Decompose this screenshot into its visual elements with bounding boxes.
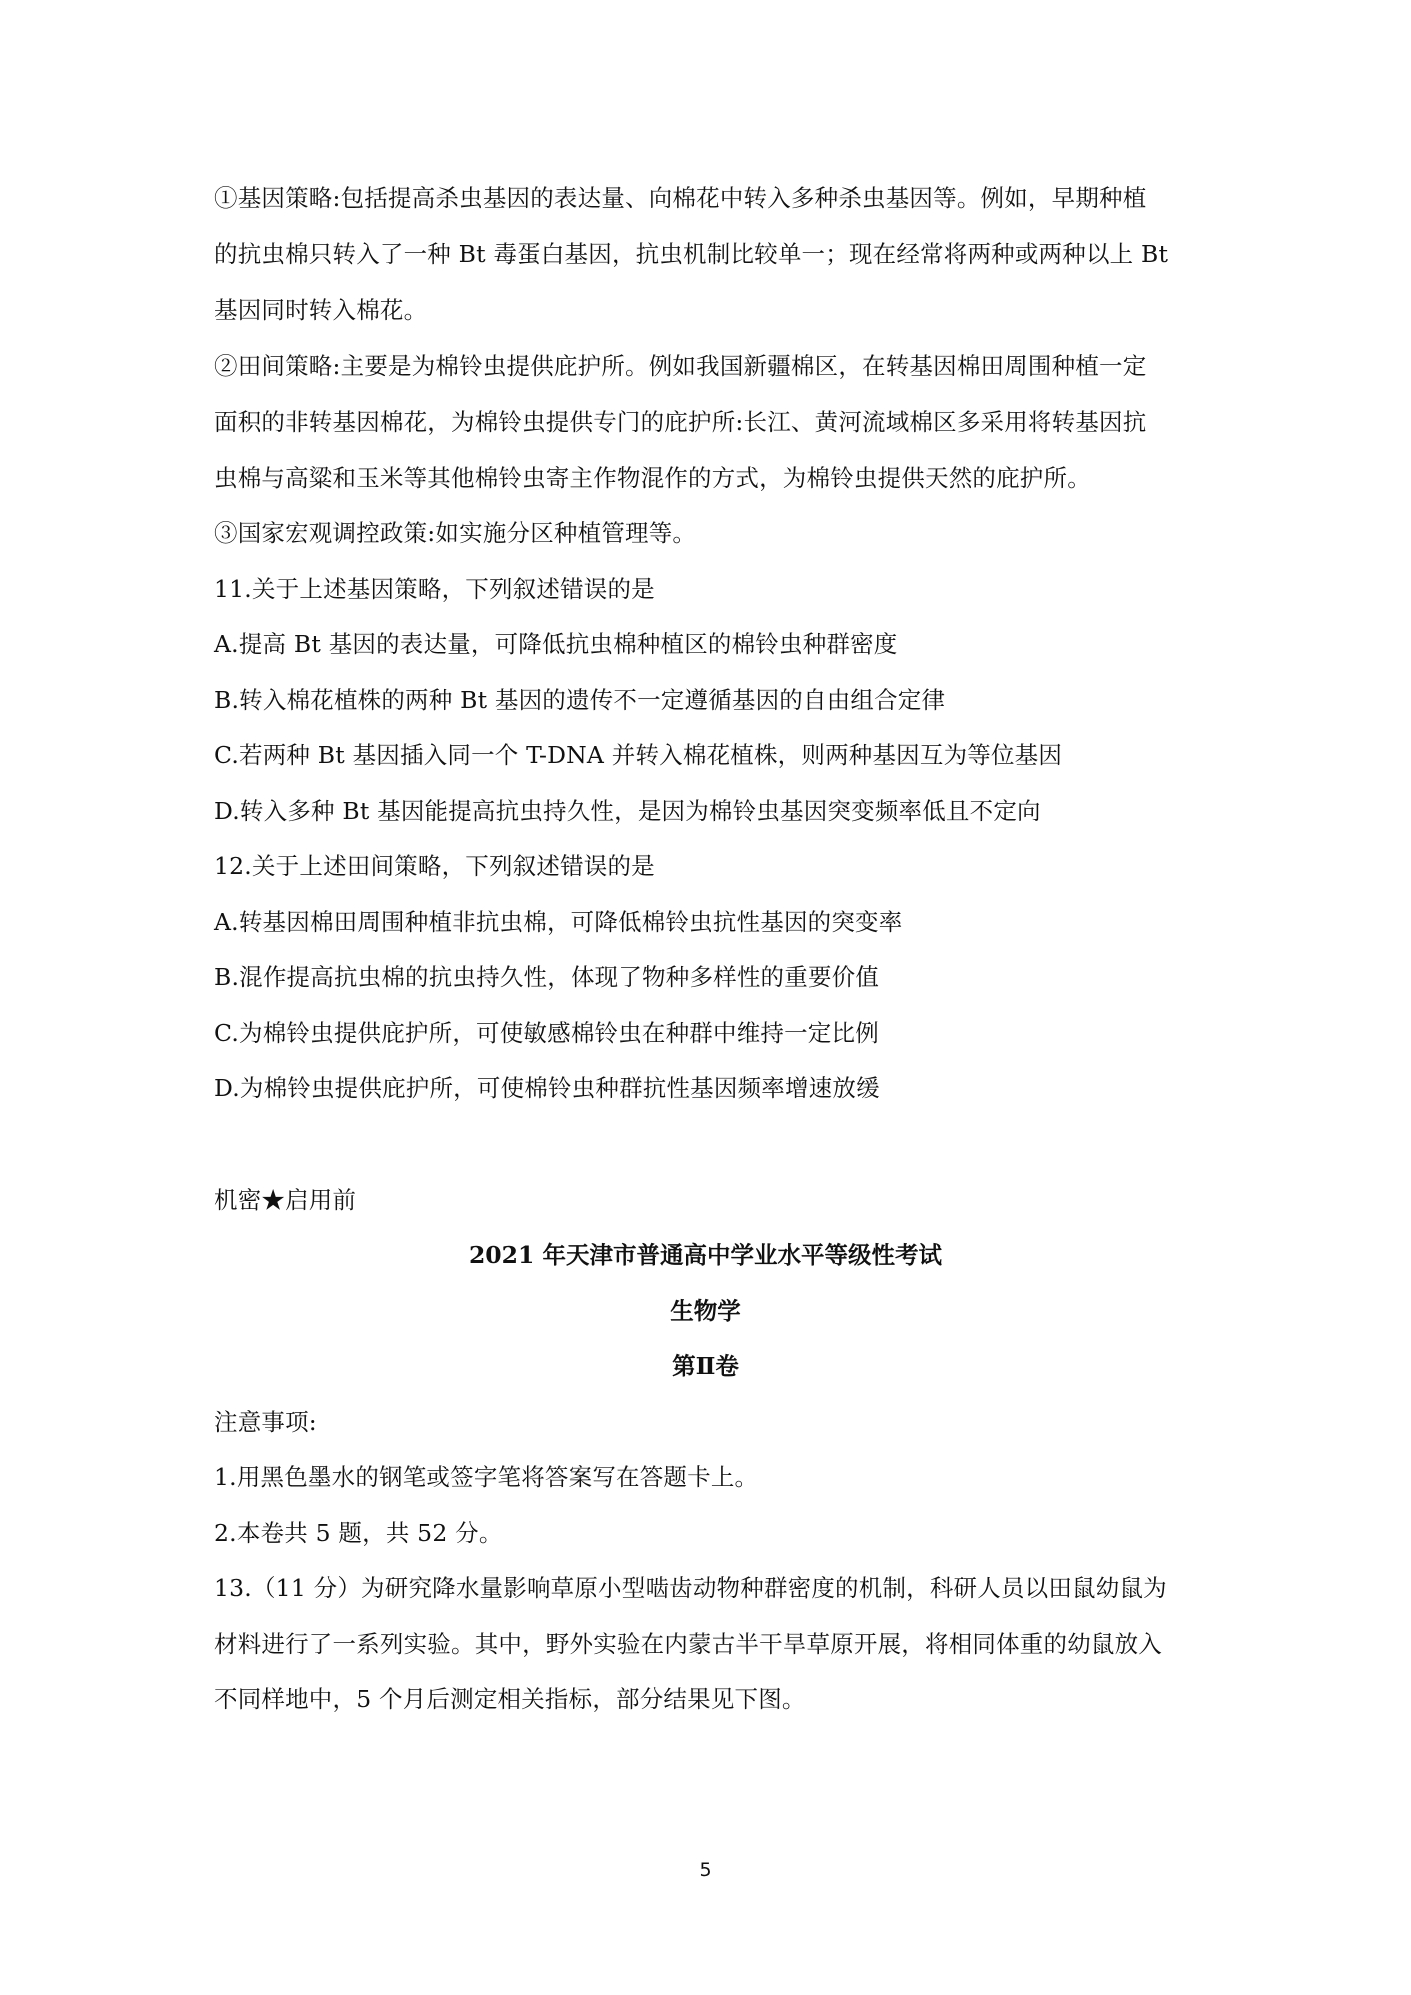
intro-p2-line-2: 面积的非转基因棉花，为棉铃虫提供专门的庇护所:长江、黄河流域棉区多采用将转基因抗 [214,408,1147,436]
intro-p2-line-1: ②田间策略:主要是为棉铃虫提供庇护所。例如我国新疆棉区，在转基因棉田周围种植一定 [214,352,1147,380]
page-number: 5 [699,1859,712,1881]
subject-title: 生物学 [670,1297,741,1325]
intro-p1-line-1: ①基因策略:包括提高杀虫基因的表达量、向棉花中转入多种杀虫基因等。例如，早期种植 [214,184,1147,212]
q12-stem: 12.关于上述田间策略，下列叙述错误的是 [214,852,655,880]
q13-line-2: 材料进行了一系列实验。其中，野外实验在内蒙古半干旱草原开展，将相同体重的幼鼠放入 [214,1630,1162,1658]
intro-p1-line-3: 基因同时转入棉花。 [214,296,428,324]
q11-stem: 11.关于上述基因策略，下列叙述错误的是 [214,575,655,603]
q11-option-c: C.若两种 Bt 基因插入同一个 T-DNA 并转入棉花植株，则两种基因互为等位基因 [214,741,1063,769]
q11-option-d: D.转入多种 Bt 基因能提高抗虫持久性，是因为棉铃虫基因突变频率低且不定向 [214,797,1041,825]
q12-option-d: D.为棉铃虫提供庇护所，可使棉铃虫种群抗性基因频率增速放缓 [214,1074,880,1102]
q13-line-1: 13.（11 分）为研究降水量影响草原小型啮齿动物种群密度的机制，科研人员以田鼠幼鼠为 [214,1574,1167,1602]
note-item-1: 1.用黑色墨水的钢笔或签字笔将答案写在答题卡上。 [214,1463,759,1491]
notes-heading: 注意事项: [214,1408,317,1436]
intro-p1-line-2: 的抗虫棉只转入了一种 Bt 毒蛋白基因，抗虫机制比较单一；现在经常将两种或两种以上 Bt [214,240,1169,268]
intro-p3: ③国家宏观调控政策:如实施分区种植管理等。 [214,519,697,547]
note-item-2: 2.本卷共 5 题，共 52 分。 [214,1519,503,1547]
intro-p2-line-3: 虫棉与高粱和玉米等其他棉铃虫寄主作物混作的方式，为棉铃虫提供天然的庇护所。 [214,464,1091,492]
q12-option-b: B.混作提高抗虫棉的抗虫持久性，体现了物种多样性的重要价值 [214,963,880,991]
volume-title: 第Ⅱ卷 [672,1352,739,1380]
q12-option-c: C.为棉铃虫提供庇护所，可使敏感棉铃虫在种群中维持一定比例 [214,1019,879,1047]
confidential-label: 机密★启用前 [214,1186,357,1214]
q11-option-b: B.转入棉花植株的两种 Bt 基因的遗传不一定遵循基因的自由组合定律 [214,686,946,714]
q11-option-a: A.提高 Bt 基因的表达量，可降低抗虫棉种植区的棉铃虫种群密度 [214,630,898,658]
exam-title: 2021 年天津市普通高中学业水平等级性考试 [468,1241,943,1269]
q13-line-3: 不同样地中，5 个月后测定相关指标，部分结果见下图。 [214,1685,806,1713]
q12-option-a: A.转基因棉田周围种植非抗虫棉，可降低棉铃虫抗性基因的突变率 [214,908,903,936]
